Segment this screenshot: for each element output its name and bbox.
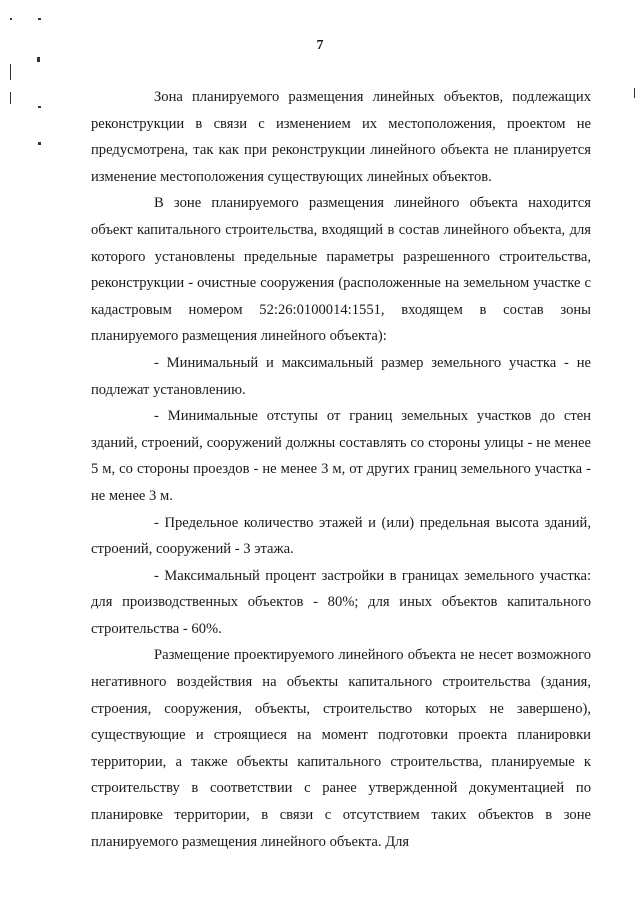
scan-mark [38,142,41,145]
document-body [91,84,591,855]
scan-mark [10,64,11,80]
page-number: 7 [316,38,324,53]
list-item-plot-size: - Минимальный и максимальный размер земельного участка - не подлежат установлению. [91,354,591,398]
scan-mark [37,57,40,62]
paragraph-capital-object: В зоне планируемого размещения линейного объекта находится объект капитального строительства, входящий в состав линейного объекта, для которого установлены предельные параметры разрешенного строительства, реконструкции - очистные сооружения (расположенные на земельном участке с кадастровым номером 52:26:0100014:1551, входящем в состав зоны планируемого размещения линейного объекта): [91,195,591,345]
scan-mark [10,18,12,20]
paragraph-zone-reconstruction: Зона планируемого размещения линейных объектов, подлежащих реконструкции в связи с изменением их местоположения, проектом не предусмотрена, так как при реконструкции линейного объекта не планируется изменение местоположения существующих линейных объектов. [91,89,591,185]
scan-mark [38,106,41,108]
list-item-building-percent: - Максимальный процент застройки в границах земельного участка: для производственных объектов - 80%; для иных объектов капитального строительства - 60%. [91,567,591,637]
paragraph-negative-impact: Размещение проектируемого линейного объекта не несет возможного негативного воздействия на объекты капитального строительства (здания, строения, сооружения, объекты, строительство которых не завершено), существующие и строящиеся на момент подготовки проекта планировки территории, а также объекты капитального строительства, планируемые к строительству в соответствии с ранее утвержденной документацией по планировке территории, в связи с отсутствием таких объектов в зоне планируемого размещения линейного объекта. Для [91,647,591,850]
list-item-floors: - Предельное количество этажей и (или) предельная высота зданий, строений, сооружений - 3 этажа. [91,514,591,558]
scan-mark [634,88,635,98]
scan-mark [10,92,11,104]
scan-mark [38,18,41,20]
list-item-setbacks: - Минимальные отступы от границ земельных участков до стен зданий, строений, сооружений должны составлять со стороны улицы - не менее 5 м, со стороны проездов - не менее 3 м, от других границ земельного участка - не менее 3 м. [91,408,591,504]
